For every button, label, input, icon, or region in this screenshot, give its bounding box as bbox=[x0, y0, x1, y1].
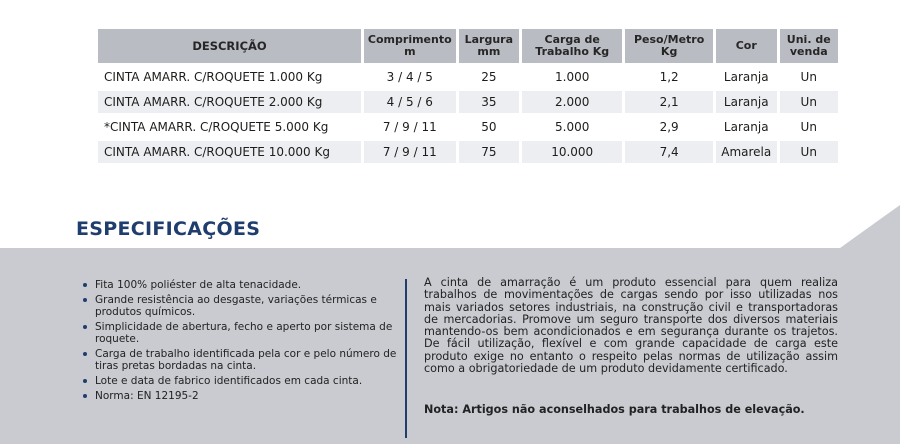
cell-unidade: Un bbox=[800, 120, 817, 134]
list-item: Fita 100% poliéster de alta tenacidade. bbox=[80, 279, 400, 291]
cell-peso: 1,2 bbox=[659, 70, 679, 84]
col-header-descricao: DESCRIÇÃO bbox=[98, 29, 361, 63]
list-item: Simplicidade de abertura, fecho e aperto por sistema de roquete. bbox=[80, 321, 400, 345]
column-divider bbox=[405, 279, 407, 438]
cell-largura: 35 bbox=[459, 91, 520, 113]
col-header-comprimento: Comprimento m bbox=[364, 29, 456, 63]
list-item: Lote e data de fabrico identificados em cada cinta. bbox=[80, 375, 400, 387]
cell-comprimento: 7 / 9 / 11 bbox=[382, 120, 437, 134]
cell-cor: Laranja bbox=[716, 91, 777, 113]
cell-largura: 50 bbox=[481, 120, 497, 134]
cell-unidade: Un bbox=[780, 141, 839, 163]
cell-cor: Laranja bbox=[723, 120, 769, 134]
cell-peso: 7,4 bbox=[625, 141, 713, 163]
table-header-row bbox=[98, 29, 838, 63]
cell-carga: 5.000 bbox=[555, 120, 590, 134]
cell-descricao: *CINTA AMARR. C/ROQUETE 5.000 Kg bbox=[104, 120, 329, 134]
cell-carga: 10.000 bbox=[522, 141, 622, 163]
cell-largura: 25 bbox=[481, 70, 497, 84]
list-item: Norma: EN 12195-2 bbox=[80, 390, 400, 402]
list-item: Grande resistência ao desgaste, variações térmicas e produtos químicos. bbox=[80, 294, 400, 318]
cell-peso: 2,9 bbox=[659, 120, 679, 134]
product-table bbox=[95, 26, 841, 166]
list-item: Carga de trabalho identificada pela cor e pelo número de tiras pretas bordadas na cinta. bbox=[80, 348, 400, 372]
col-header-largura: Largura mm bbox=[459, 29, 520, 63]
cell-cor: Amarela bbox=[716, 141, 777, 163]
description-paragraph: A cinta de amarração é um produto essencial para quem realiza trabalhos de movimentações de cargas sendo por isso utilizadas nos mais variados setores industriais, na construção civil e transportadoras de mercadorias. Promove um seguro transporte dos diversos materiais mantendo-os bem acondicionados e em segurança durante os trajetos. De fácil utilização, flexível e com grande capacidade de carga este produto exige no entanto o respeito pelas normas de utilização assim como a obrigatoriedade de um produto devidamente certificado. bbox=[424, 276, 838, 376]
cell-carga: 1.000 bbox=[555, 70, 590, 84]
table-row bbox=[98, 116, 838, 138]
specs-bullet-list bbox=[80, 279, 400, 405]
table-row bbox=[98, 91, 838, 113]
cell-unidade: Un bbox=[800, 70, 817, 84]
col-header-unidade: Uni. de venda bbox=[780, 29, 839, 63]
cell-descricao: CINTA AMARR. C/ROQUETE 10.000 Kg bbox=[98, 141, 361, 163]
cell-comprimento: 3 / 4 / 5 bbox=[386, 70, 433, 84]
table-row bbox=[98, 141, 838, 163]
cell-comprimento: 4 / 5 / 6 bbox=[364, 91, 456, 113]
cell-largura: 75 bbox=[459, 141, 520, 163]
cell-comprimento: 7 / 9 / 11 bbox=[364, 141, 456, 163]
col-header-peso: Peso/Metro Kg bbox=[625, 29, 713, 63]
cell-carga: 2.000 bbox=[522, 91, 622, 113]
table-row bbox=[98, 66, 838, 88]
safety-note: Nota: Artigos não aconselhados para trabalhos de elevação. bbox=[424, 403, 805, 416]
col-header-carga: Carga de Trabalho Kg bbox=[522, 29, 622, 63]
specs-title: ESPECIFICAÇÕES bbox=[76, 218, 261, 240]
cell-descricao: CINTA AMARR. C/ROQUETE 1.000 Kg bbox=[104, 70, 323, 84]
cell-peso: 2,1 bbox=[625, 91, 713, 113]
cell-unidade: Un bbox=[780, 91, 839, 113]
cell-descricao: CINTA AMARR. C/ROQUETE 2.000 Kg bbox=[98, 91, 361, 113]
cell-cor: Laranja bbox=[723, 70, 769, 84]
col-header-cor: Cor bbox=[716, 29, 777, 63]
